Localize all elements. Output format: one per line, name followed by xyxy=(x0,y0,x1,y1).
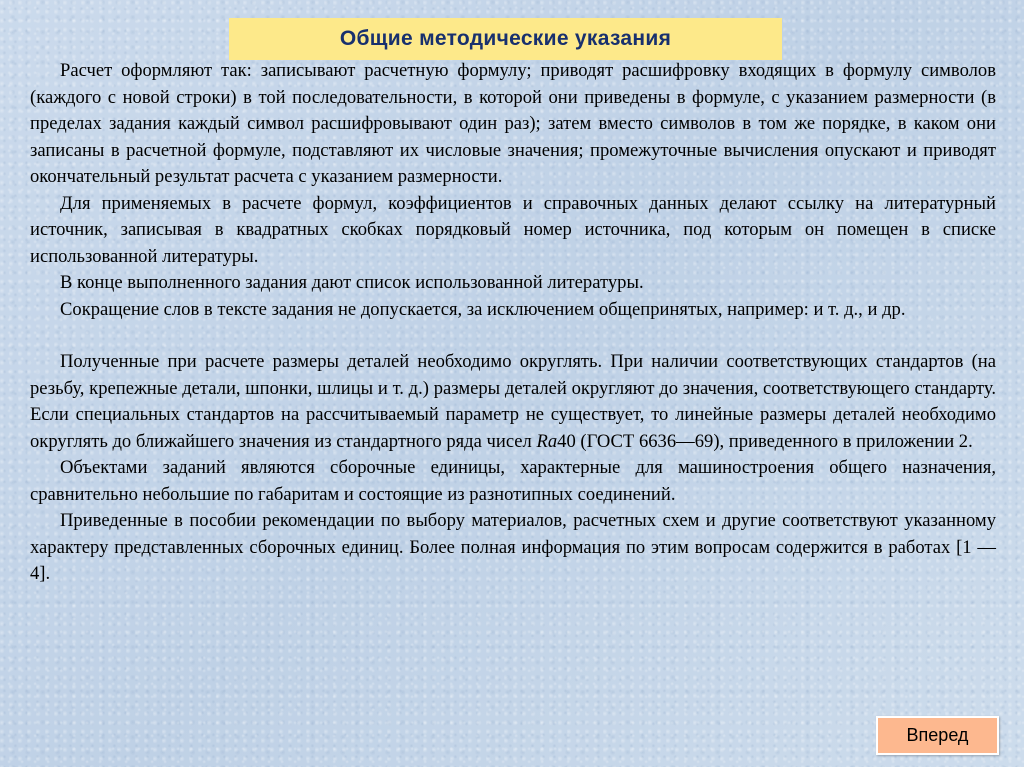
paragraph-references: Для применяемых в расчете формул, коэффициентов и справочных данных делают ссылку на литературный источник, записывая в квадратных скобках порядковый номер источника, под которым он помещен в списке использованной литературы. xyxy=(30,192,996,267)
paragraph-task-objects: Объектами заданий являются сборочные единицы, характерные для машиностроения общего назначения, сравнительно небольшие по габаритам и состоящие из разнотипных соединений. xyxy=(30,457,996,505)
paragraph-bibliography: В конце выполненного задания дают список использованной литературы. xyxy=(60,272,644,293)
paragraph-rounding xyxy=(30,349,996,455)
rounding-italic-ra: Ra xyxy=(536,430,558,452)
paragraph-abbreviations: Сокращение слов в тексте задания не допускается, за исключением общепринятых, например: и т. д., и др. xyxy=(60,298,906,320)
paragraph-recommendations: Приведенные в пособии рекомендации по выбору материалов, расчетных схем и другие соответствуют указанному характеру представленных сборочных единиц. Более полная информация по этим вопросам содержится в работах [1 — 4]. xyxy=(30,510,996,584)
rounding-text-start: Полученные при расчете размеры деталей необходимо округлять. При наличии соответствующих стандартов (на резьбу, крепежные детали, шпонки, шлицы и т. д.) размеры деталей округляют до значения, соответствующего стандарту. Если специальных стандартов на рассчитываемый параметр не существует, то линейные размеры деталей необходимо округлять до ближайшего значения из стандартного ряда чисел xyxy=(30,351,996,452)
rounding-text-end: 40 (ГОСТ 6636—69), приведенного в приложении 2. xyxy=(557,430,973,452)
page-title: Общие методические указания xyxy=(339,27,672,50)
title-banner xyxy=(229,18,782,60)
next-button[interactable]: Вперед xyxy=(876,716,999,755)
body-text xyxy=(30,58,996,588)
paragraph-formula-format: Расчет оформляют так: записывают расчетную формулу; приводят расшифровку входящих в формулу символов (каждого с новой строки) в той последовательности, в которой они приведены в формуле, с указанием размерности (в пределах задания каждый символ расшифровывают один раз); затем вместо символов в том же порядке, в каком они записаны в расчетной формуле, подставляют их числовые значения; промежуточные вычисления опускают и приводят окончательный результат расчета с указанием размерности. xyxy=(30,60,996,187)
